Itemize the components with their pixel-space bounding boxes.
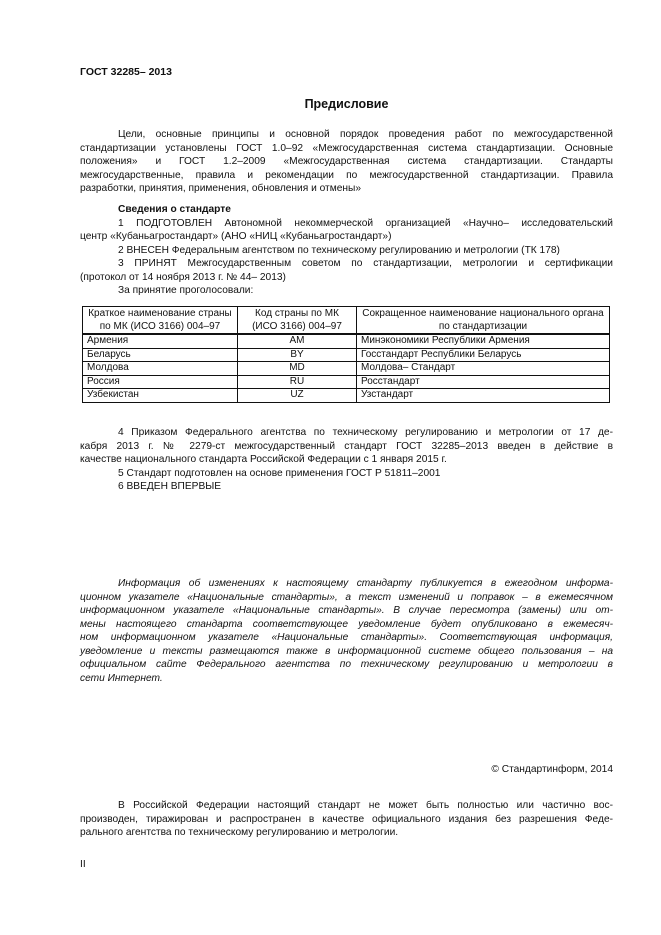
table-row [83,334,610,348]
info-line: Информация об изменениях к настоящему стандарту публикуется в ежегодном информа- [118,578,613,589]
table-row [83,389,610,403]
intro-line: положения» и ГОСТ 1.2–2009 «Межгосударственная система стандартизации. Стандарты [80,156,613,167]
page-title: Предисловие [304,97,389,111]
cell-country: Россия [83,375,238,389]
cell-country: Узбекистан [83,389,238,403]
table-row [83,362,610,376]
item-4-line: 4 Приказом Федерального агентства по техническому регулированию и метрологии от 17 де- [118,427,613,438]
cell-country: Армения [83,334,238,348]
column-header-country: Краткое наименование страны по МК (ИСО 3166) 004–97 [83,307,238,335]
cell-body: Молдова– Стандарт [357,362,610,376]
column-header-code: Код страны по МК (ИСО 3166) 004–97 [238,307,357,335]
notice-line: рального агентства по техническому регулированию и метрологии. [80,827,399,838]
item-6: 6 ВВЕДЕН ВПЕРВЫЕ [118,481,222,492]
about-heading: Сведения о стандарте [118,204,231,215]
cell-code: BY [238,348,357,362]
cell-code: AM [238,334,357,348]
intro-line: стандартизации установлены ГОСТ 1.0–92 «Межгосударственная система стандартизации. Основные [80,142,613,154]
item-1-line: 1 ПОДГОТОВЛЕН Автономной некоммерческой организацией «Научно– исследовательский [118,217,613,229]
page-number: II [80,859,86,870]
info-line: уведомление и тексты размещаются также в информационной системе общего пользования – на [80,645,613,657]
item-4-line: качестве национального стандарта Российской Федерации с 1 января 2015 г. [80,454,447,465]
column-header-body: Сокращенное наименование национального органа по стандартизации [357,307,610,335]
item-1-line: центр «Кубаньагростандарт» (АНО «НИЦ «Кубаньагростандарт») [80,231,392,242]
cell-country: Беларусь [83,348,238,362]
table-row [83,348,610,362]
notice-line: производен, тиражирован и распространен в качестве официального издания без разрешения Феде- [80,813,613,825]
voting-states-table [82,306,610,403]
table-header-row [83,307,610,335]
info-line: ционном указателе «Национальные стандарты», а текст изменений и поправок – в ежемесячном [80,591,613,603]
item-3-line: 3 ПРИНЯТ Межгосударственным советом по стандартизации, метрологии и сертификации [118,258,613,269]
info-line: официальном сайте Федерального агентства по техническому регулированию и метрологии в [80,659,613,670]
item-5: 5 Стандарт подготовлен на основе применения ГОСТ Р 51811–2001 [118,467,441,479]
cell-code: MD [238,362,357,376]
item-3-line: (протокол от 14 ноября 2013 г. № 44– 2013) [80,271,286,283]
item-4-line: кабря 2013 г. № 2279-ст межгосударственный стандарт ГОСТ 32285–2013 введен в действие в [80,440,613,452]
item-2: 2 ВНЕСЕН Федеральным агентством по техническому регулированию и метрологии (ТК 178) [118,244,560,256]
table-row [83,375,610,389]
intro-line: разработки, принятия, применения, обновления и отмены» [80,183,362,194]
intro-line: межгосударственные, правила и рекомендации по межгосударственной стандартизации. Правила [80,169,613,181]
info-line: информационном указателе «Национальные стандарты». В случае пересмотра (замены) или от- [80,605,613,616]
standard-code-header: ГОСТ 32285– 2013 [80,66,172,78]
cell-country: Молдова [83,362,238,376]
voted-label: За принятие проголосовали: [118,285,254,296]
cell-body: Госстандарт Республики Беларусь [357,348,610,362]
cell-code: UZ [238,389,357,403]
notice-line: В Российской Федерации настоящий стандарт не может быть полностью или частично вос- [118,800,613,811]
info-line: мены настоящего стандарта соответствующее уведомление будет опубликовано в ежемесяч- [80,618,613,630]
intro-line: Цели, основные принципы и основной порядок проведения работ по межгосударственной [118,129,613,140]
cell-body: Узстандарт [357,389,610,403]
copyright: © Стандартинформ, 2014 [491,764,613,775]
cell-code: RU [238,375,357,389]
cell-body: Росстандарт [357,375,610,389]
info-line: ном информационном указателе «Национальные стандарты». Соответствующая информация, [80,632,613,643]
cell-body: Минэкономики Республики Армения [357,334,610,348]
info-line: сети Интернет. [80,672,163,684]
